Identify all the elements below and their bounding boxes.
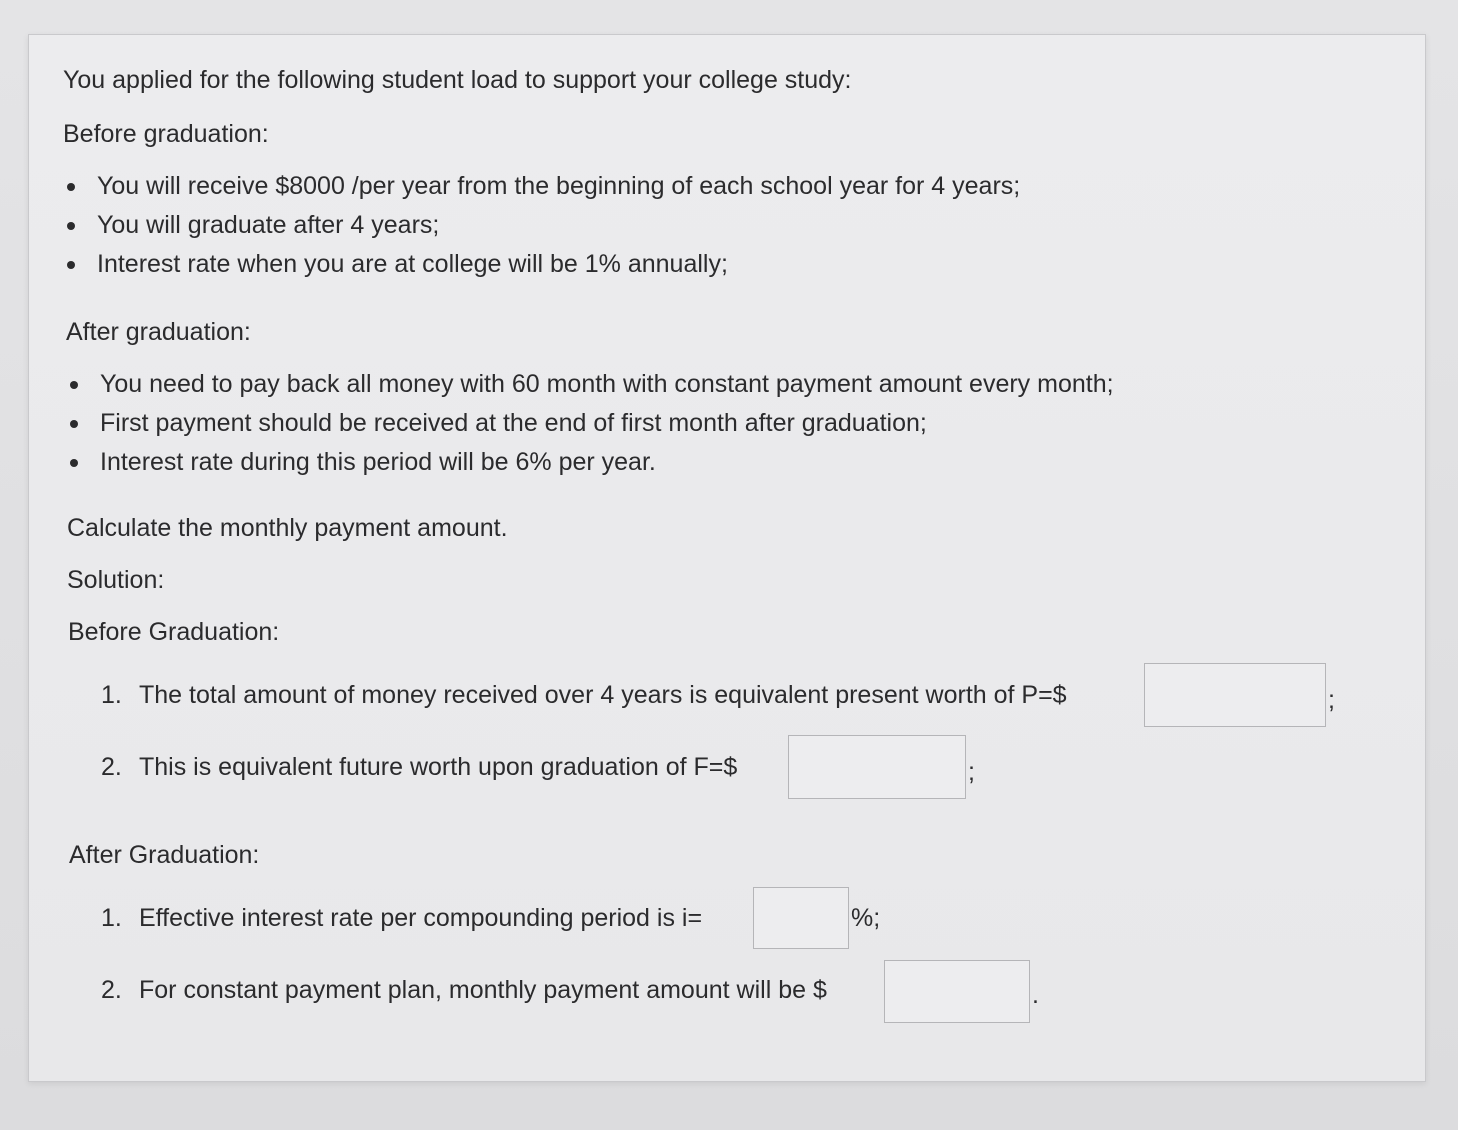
solution-before-heading: Before Graduation: bbox=[68, 618, 280, 646]
list-item: First payment should be received at the end of first month after graduation; bbox=[100, 409, 927, 437]
suffix: %; bbox=[851, 904, 881, 932]
solution-label: Solution: bbox=[67, 566, 165, 594]
item-number: 2. bbox=[101, 976, 122, 1004]
item-number: 2. bbox=[101, 753, 122, 781]
list-item: You need to pay back all money with 60 month with constant payment amount every month; bbox=[100, 370, 1114, 398]
bullet-dot bbox=[67, 261, 75, 269]
question-text: This is equivalent future worth upon graduation of F=$ bbox=[139, 753, 738, 781]
answer-input-i[interactable] bbox=[754, 888, 848, 948]
answer-box-i[interactable] bbox=[753, 887, 849, 949]
bullet-dot bbox=[70, 420, 78, 428]
question-text: Effective interest rate per compounding period is i= bbox=[139, 904, 703, 932]
answer-box-p[interactable] bbox=[1144, 663, 1326, 727]
solution-after-heading: After Graduation: bbox=[69, 841, 260, 869]
item-number: 1. bbox=[101, 681, 122, 709]
question-text: The total amount of money received over 4 years is equivalent present worth of P=$ bbox=[139, 681, 1067, 709]
answer-input-p[interactable] bbox=[1145, 664, 1325, 726]
suffix: ; bbox=[1328, 686, 1335, 714]
list-item: Interest rate during this period will be 6% per year. bbox=[100, 448, 656, 476]
suffix: ; bbox=[968, 758, 975, 786]
answer-input-payment[interactable] bbox=[885, 961, 1029, 1022]
question-text: For constant payment plan, monthly payment amount will be $ bbox=[139, 976, 827, 1004]
item-number: 1. bbox=[101, 904, 122, 932]
suffix: . bbox=[1032, 981, 1039, 1009]
before-graduation-heading: Before graduation: bbox=[63, 120, 269, 148]
list-item: You will receive $8000 /per year from the beginning of each school year for 4 years; bbox=[97, 172, 1021, 200]
answer-box-f[interactable] bbox=[788, 735, 966, 799]
answer-box-payment[interactable] bbox=[884, 960, 1030, 1023]
task-text: Calculate the monthly payment amount. bbox=[67, 514, 508, 542]
list-item: Interest rate when you are at college will be 1% annually; bbox=[97, 250, 728, 278]
bullet-dot bbox=[67, 183, 75, 191]
answer-input-f[interactable] bbox=[789, 736, 965, 798]
question-card bbox=[28, 34, 1426, 1082]
bullet-dot bbox=[70, 459, 78, 467]
after-graduation-heading: After graduation: bbox=[66, 318, 251, 346]
bullet-dot bbox=[70, 381, 78, 389]
list-item: You will graduate after 4 years; bbox=[97, 211, 440, 239]
bullet-dot bbox=[67, 222, 75, 230]
intro-text: You applied for the following student load to support your college study: bbox=[63, 66, 852, 94]
